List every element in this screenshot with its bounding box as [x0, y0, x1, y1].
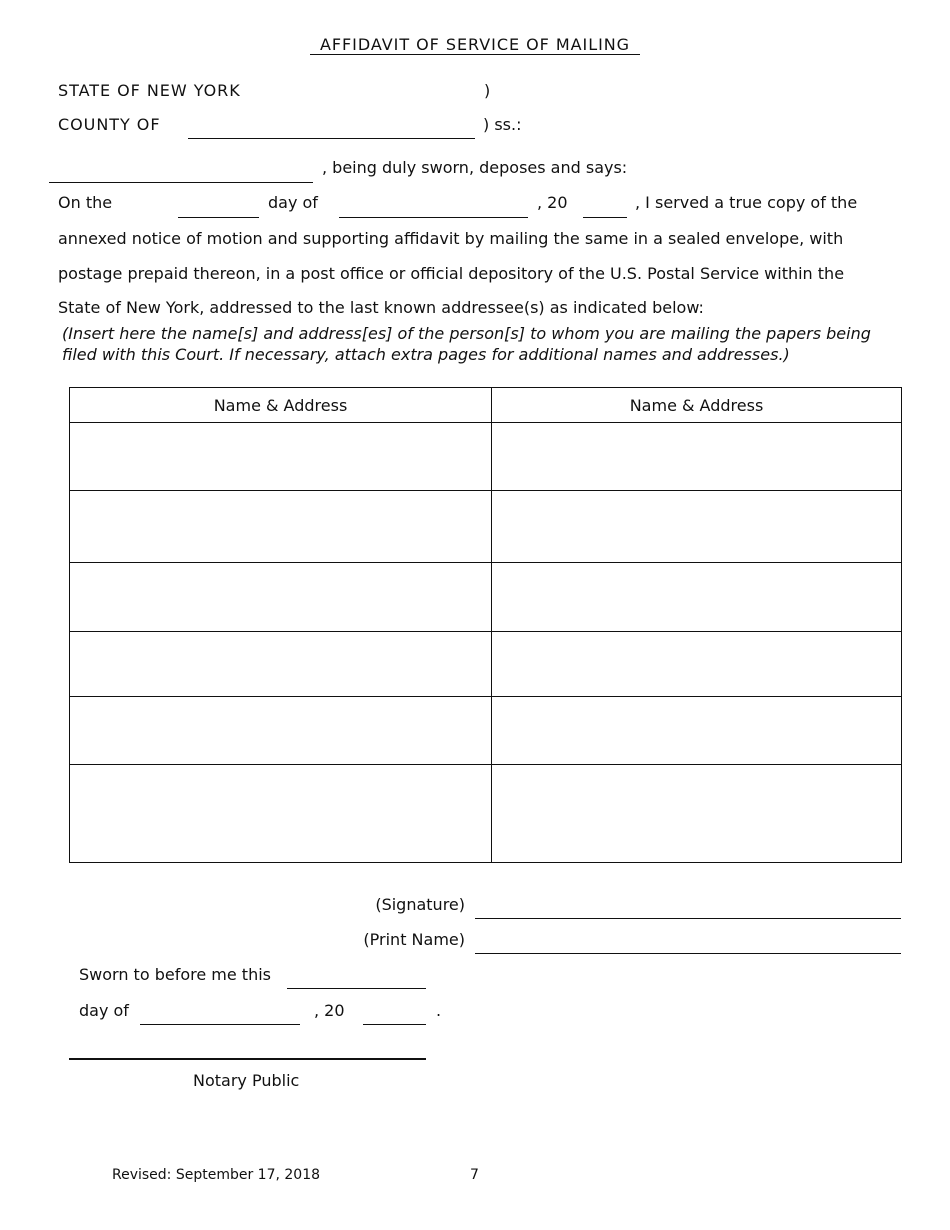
- deponent-text: , being duly sworn, deposes and says:: [322, 158, 628, 177]
- address-cell[interactable]: [492, 491, 902, 563]
- jurat-year-prefix: , 20: [314, 1001, 345, 1020]
- jurat-day-field[interactable]: [287, 988, 426, 989]
- notary-label: Notary Public: [193, 1071, 300, 1090]
- address-cell[interactable]: [70, 697, 492, 765]
- year-prefix-label: , 20: [537, 193, 568, 212]
- document-title: AFFIDAVIT OF SERVICE OF MAILING: [319, 35, 631, 54]
- table-row: [70, 765, 902, 863]
- instruction-line-1: (Insert here the name[s] and address[es] of the person[s] to whom you are mailing the papers being: [62, 324, 871, 343]
- service-year-field[interactable]: [583, 217, 627, 218]
- table-row: [70, 491, 902, 563]
- jurat-period: .: [436, 1001, 442, 1020]
- table-row: [70, 697, 902, 765]
- county-field[interactable]: [188, 138, 475, 139]
- table-header-row: [70, 388, 902, 423]
- print-name-label: (Print Name): [363, 930, 465, 949]
- county-label: COUNTY OF: [58, 115, 161, 134]
- ss-label: ) ss.:: [483, 115, 522, 134]
- page-number: 7: [470, 1167, 479, 1183]
- address-cell[interactable]: [70, 423, 492, 491]
- venue-paren: ): [484, 81, 491, 100]
- table-row: [70, 423, 902, 491]
- sworn-label: Sworn to before me this: [79, 965, 271, 984]
- instruction-line-2: filed with this Court. If necessary, attach extra pages for additional names and addresses.): [62, 345, 790, 364]
- jurat-day-of-label: day of: [79, 1001, 129, 1020]
- service-day-field[interactable]: [178, 217, 259, 218]
- state-label: STATE OF NEW YORK: [58, 81, 241, 100]
- on-the-label: On the: [58, 193, 113, 212]
- column-header: Name & Address: [70, 388, 492, 423]
- table-row: [70, 563, 902, 632]
- signature-label: (Signature): [375, 895, 465, 914]
- table-row: [70, 632, 902, 697]
- address-cell[interactable]: [70, 632, 492, 697]
- service-month-field[interactable]: [339, 217, 528, 218]
- address-cell[interactable]: [492, 423, 902, 491]
- served-text: , I served a true copy of the: [635, 193, 858, 212]
- service-line-2: annexed notice of motion and supporting affidavit by mailing the same in a sealed envelope, with: [58, 229, 844, 248]
- title-underline: [310, 54, 640, 55]
- address-cell[interactable]: [492, 697, 902, 765]
- address-cell[interactable]: [492, 632, 902, 697]
- notary-signature-field[interactable]: [69, 1058, 426, 1060]
- day-of-label: day of: [268, 193, 318, 212]
- service-line-4: State of New York, addressed to the last known addressee(s) as indicated below:: [58, 298, 704, 317]
- address-cell[interactable]: [70, 563, 492, 632]
- address-cell[interactable]: [70, 765, 492, 863]
- jurat-year-field[interactable]: [363, 1024, 426, 1025]
- address-cell[interactable]: [492, 563, 902, 632]
- address-cell[interactable]: [70, 491, 492, 563]
- print-name-field[interactable]: [475, 953, 901, 954]
- service-line-3: postage prepaid thereon, in a post office or official depository of the U.S. Postal Service within the: [58, 264, 845, 283]
- deponent-name-field[interactable]: [49, 182, 313, 183]
- revised-date: Revised: September 17, 2018: [112, 1167, 321, 1183]
- address-table: [69, 387, 902, 863]
- address-cell[interactable]: [492, 765, 902, 863]
- column-header: Name & Address: [492, 388, 902, 423]
- signature-field[interactable]: [475, 918, 901, 919]
- jurat-month-field[interactable]: [140, 1024, 300, 1025]
